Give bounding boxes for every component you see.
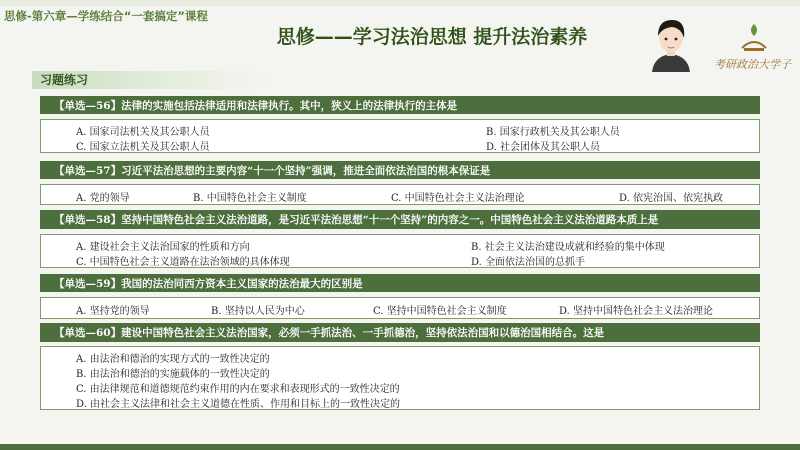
option-a[interactable]: A. 建设社会主义法治国家的性质和方向 xyxy=(76,242,250,253)
question-stem: 【单选—60】建设中国特色社会主义法治国家，必须一手抓法治、一手抓德治，坚持依法治国和以德治国相结合。这是 xyxy=(40,323,760,342)
option-a[interactable]: A. 坚持党的领导 xyxy=(76,306,150,317)
question-stem: 【单选—59】我国的法治同西方资本主义国家的法治最大的区别是 xyxy=(40,274,760,292)
question-options xyxy=(40,297,760,319)
option-b[interactable]: B. 坚持以人民为中心 xyxy=(211,306,305,317)
top-bar xyxy=(0,0,800,6)
option-b[interactable]: B. 中国特色社会主义制度 xyxy=(193,193,307,204)
logo-text: 考研政治大学子 xyxy=(714,58,791,71)
page-title: 思修——学习法治思想 提升法治素养 xyxy=(276,26,588,48)
question-options xyxy=(40,346,760,410)
option-c[interactable]: C. 中国特色社会主义法治理论 xyxy=(391,193,525,204)
option-a[interactable]: A. 党的领导 xyxy=(76,193,130,204)
question-stem: 【单选—58】坚持中国特色社会主义法治道路，是习近平法治思想“十一个坚持”的内容之一。中国特色社会主义法治道路本质上是 xyxy=(40,210,760,229)
logo-icon xyxy=(738,22,770,52)
option-a[interactable]: A. 国家司法机关及其公职人员 xyxy=(76,127,210,138)
option-d[interactable]: D. 由社会主义法律和社会主义道德在性质、作用和目标上的一致性决定的 xyxy=(76,399,401,410)
option-c[interactable]: C. 国家立法机关及其公职人员 xyxy=(76,142,210,153)
avatar xyxy=(648,16,694,72)
question-stem: 【单选—56】法律的实施包括法律适用和法律执行。其中，狭义上的法律执行的主体是 xyxy=(40,96,760,114)
question-stem: 【单选—57】习近平法治思想的主要内容“十一个坚持”强调，推进全面依法治国的根本保证是 xyxy=(40,161,760,179)
option-c[interactable]: C. 坚持中国特色社会主义制度 xyxy=(373,306,507,317)
option-d[interactable]: D. 坚持中国特色社会主义法治理论 xyxy=(559,306,714,317)
option-d[interactable]: D. 依宪治国、依宪执政 xyxy=(619,193,724,204)
option-b[interactable]: B. 社会主义法治建设成就和经验的集中体现 xyxy=(471,242,665,253)
section-label: 习题练习 xyxy=(32,71,272,89)
option-a[interactable]: A. 由法治和德治的实现方式的一致性决定的 xyxy=(76,354,270,365)
option-d[interactable]: D. 社会团体及其公职人员 xyxy=(486,142,601,153)
option-c[interactable]: C. 中国特色社会主义道路在法治领域的具体体现 xyxy=(76,257,290,268)
bottom-bar xyxy=(0,444,800,450)
question-options xyxy=(40,184,760,205)
question-options xyxy=(40,234,760,268)
option-b[interactable]: B. 国家行政机关及其公职人员 xyxy=(486,127,620,138)
option-b[interactable]: B. 由法治和德治的实施载体的一致性决定的 xyxy=(76,369,270,380)
breadcrumb: 思修-第六章—学练结合“一套搞定”课程 xyxy=(4,9,208,23)
option-d[interactable]: D. 全面依法治国的总抓手 xyxy=(471,257,586,268)
question-options xyxy=(40,119,760,153)
option-c[interactable]: C. 由法律规范和道德规范约束作用的内在要求和表现形式的一致性决定的 xyxy=(76,384,400,395)
